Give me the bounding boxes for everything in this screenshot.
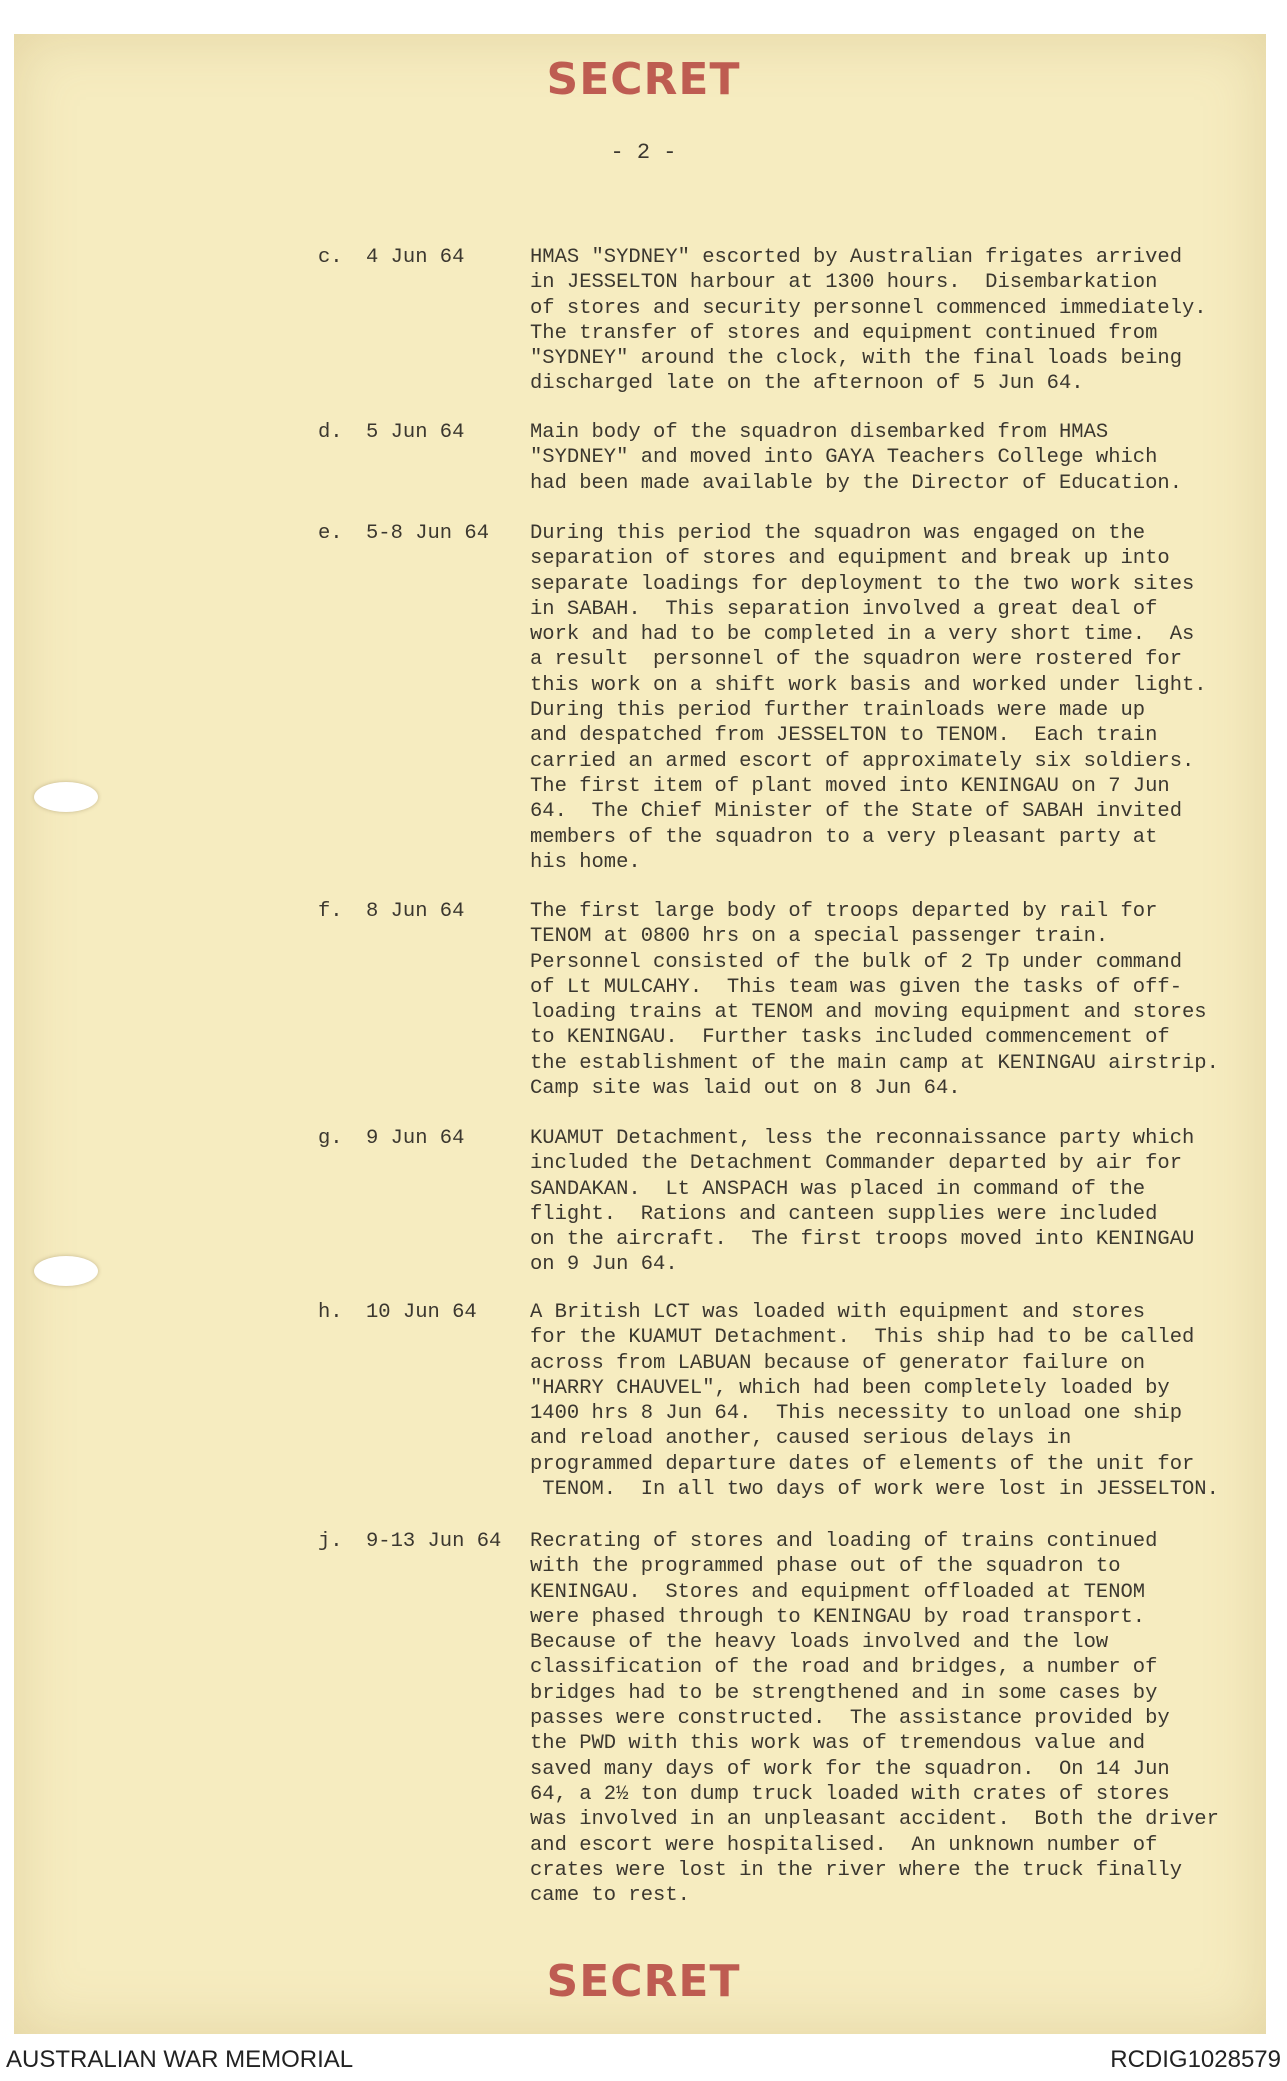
classification-footer: SECRET (546, 1956, 741, 2007)
entry-line: loading trains at TENOM and moving equipment and stores (530, 1001, 1207, 1025)
entry-date: 4 Jun 64 (366, 246, 465, 269)
entry-line: in SABAH. This separation involved a great deal of (530, 597, 1158, 621)
entry-date: 10 Jun 64 (366, 1301, 477, 1324)
entry-date: 9 Jun 64 (366, 1127, 465, 1150)
entry-text (530, 1529, 1250, 1908)
entry-letter: j. (318, 1530, 343, 1553)
entry-line: saved many days of work for the squadron. On 14 Jun (530, 1757, 1170, 1781)
entry-line: separate loadings for deployment to the two work sites (530, 572, 1195, 596)
punch-hole (34, 1256, 98, 1286)
entry-text (530, 1300, 1250, 1502)
entry-date: 5-8 Jun 64 (366, 522, 490, 545)
entry-line: 64. The Chief Minister of the State of SABAH invited (530, 800, 1183, 824)
entry-line: bridges had to be strengthened and in some cases by (530, 1681, 1158, 1705)
entry-line: KUAMUT Detachment, less the reconnaissance party which (530, 1127, 1195, 1150)
entry-line: a result personnel of the squadron were rostered for (530, 648, 1183, 672)
entry-line: work and had to be completed in a very short time. As (530, 623, 1195, 647)
entry-line: Personnel consisted of the bulk of 2 Tp under command (530, 950, 1183, 974)
entry-line: and despatched from JESSELTON to TENOM. Each train (530, 724, 1158, 748)
entry-line: included the Detachment Commander departed by air for (530, 1152, 1183, 1176)
entry-line: this work on a shift work basis and worked under light. (530, 673, 1207, 697)
entry-line: had been made available by the Director of Education. (530, 471, 1183, 495)
entry-line: The transfer of stores and equipment continued from (530, 321, 1158, 345)
entry-line: passes were constructed. The assistance provided by (530, 1707, 1170, 1731)
entry-line: Recrating of stores and loading of trains continued (530, 1530, 1158, 1553)
entry-letter: e. (318, 522, 343, 545)
entry-line: A British LCT was loaded with equipment and stores (530, 1301, 1146, 1324)
entry-line: During this period the squadron was engaged on the (530, 522, 1146, 545)
entry-line: SANDAKAN. Lt ANSPACH was placed in command of the (530, 1177, 1146, 1201)
entry-line: and escort were hospitalised. An unknown number of (530, 1833, 1158, 1857)
entry-text (530, 245, 1250, 397)
entry-line: of Lt MULCAHY. This team was given the tasks of off- (530, 975, 1183, 999)
entry-letter: d. (318, 421, 343, 444)
entry-line: "HARRY CHAUVEL", which had been completely loaded by (530, 1376, 1170, 1400)
entry-line: across from LABUAN because of generator failure on (530, 1351, 1146, 1375)
reference-id: RCDIG1028579 (1110, 2046, 1281, 2073)
entry-line: with the programmed phase out of the squadron to (530, 1555, 1121, 1579)
entry-line: Because of the heavy loads involved and the low (530, 1631, 1109, 1655)
entry-line: KENINGAU. Stores and equipment offloaded at TENOM (530, 1580, 1146, 1604)
entry-line: crates were lost in the river where the truck finally (530, 1858, 1183, 1882)
entry-line: The first item of plant moved into KENINGAU on 7 Jun (530, 774, 1170, 798)
entry-line: and reload another, caused serious delays in (530, 1427, 1072, 1451)
entry-line: members of the squadron to a very pleasant party at (530, 825, 1158, 849)
entry-line: flight. Rations and canteen supplies were included (530, 1202, 1158, 1226)
entry-letter: g. (318, 1127, 343, 1150)
entry-line: on 9 Jun 64. (530, 1253, 678, 1277)
entry-line: discharged late on the afternoon of 5 Jun 64. (530, 372, 1084, 396)
entry-line: During this period further trainloads were made up (530, 699, 1146, 723)
entry-line: carried an armed escort of approximately six soldiers. (530, 749, 1195, 773)
entry-line: Main body of the squadron disembarked from HMAS (530, 421, 1109, 444)
entry-line: on the aircraft. The first troops moved into KENINGAU (530, 1228, 1195, 1252)
entry-line: HMAS "SYDNEY" escorted by Australian frigates arrived (530, 246, 1183, 269)
entry-date: 8 Jun 64 (366, 900, 465, 923)
entry-line: for the KUAMUT Detachment. This ship had to be called (530, 1326, 1195, 1350)
entry-line: were phased through to KENINGAU by road transport. (530, 1605, 1146, 1629)
page-number: - 2 - (610, 140, 677, 165)
entry-line: Camp site was laid out on 8 Jun 64. (530, 1077, 961, 1101)
entry-line: his home. (530, 850, 641, 874)
entry-letter: f. (318, 900, 343, 923)
entry-line: came to rest. (530, 1884, 690, 1908)
entry-line: of stores and security personnel commenced immediately. (530, 296, 1207, 320)
classification-header: SECRET (546, 54, 741, 105)
punch-hole (34, 782, 98, 812)
entry-letter: c. (318, 246, 343, 269)
entry-line: separation of stores and equipment and break up into (530, 547, 1170, 571)
entry-line: "SYDNEY" around the clock, with the final loads being (530, 347, 1183, 371)
entry-line: The first large body of troops departed by rail for (530, 900, 1158, 923)
entry-line: the PWD with this work was of tremendous value and (530, 1732, 1146, 1756)
entry-line: 64, a 2½ ton dump truck loaded with crates of stores (530, 1782, 1170, 1806)
entry-text (530, 521, 1250, 875)
entry-line: TENOM. In all two days of work were lost in JESSELTON. (530, 1478, 1219, 1502)
entry-text (530, 1126, 1250, 1278)
entry-line: programmed departure dates of elements of the unit for (530, 1452, 1195, 1476)
entry-letter: h. (318, 1301, 343, 1324)
entry-text (530, 420, 1250, 496)
entry-text (530, 899, 1250, 1101)
entry-line: TENOM at 0800 hrs on a special passenger train. (530, 925, 1109, 949)
entry-date: 9-13 Jun 64 (366, 1530, 502, 1553)
entry-line: "SYDNEY" and moved into GAYA Teachers College which (530, 446, 1158, 470)
entry-line: in JESSELTON harbour at 1300 hours. Disembarkation (530, 271, 1158, 295)
entry-line: classification of the road and bridges, a number of (530, 1656, 1158, 1680)
source-label: AUSTRALIAN WAR MEMORIAL (6, 2046, 354, 2073)
entry-date: 5 Jun 64 (366, 421, 465, 444)
entry-line: 1400 hrs 8 Jun 64. This necessity to unload one ship (530, 1402, 1183, 1426)
entry-line: was involved in an unpleasant accident. Both the driver (530, 1808, 1219, 1832)
entry-line: the establishment of the main camp at KENINGAU airstrip. (530, 1051, 1219, 1075)
entry-line: to KENINGAU. Further tasks included commencement of (530, 1026, 1170, 1050)
